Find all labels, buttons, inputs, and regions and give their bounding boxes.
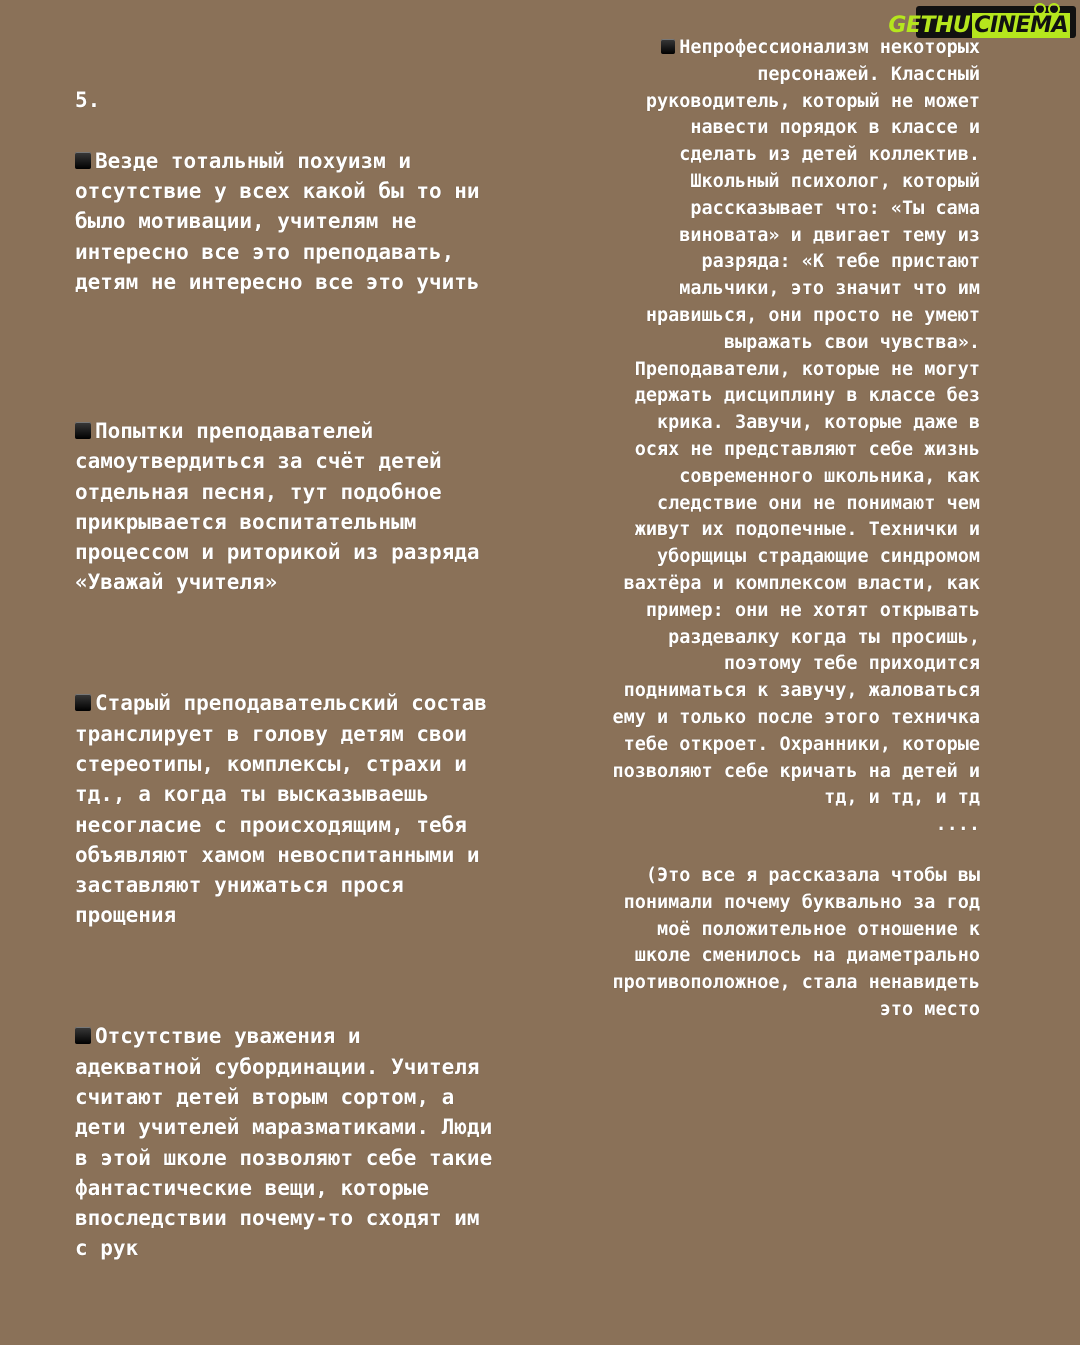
watermark-text-part1: GETHU xyxy=(888,12,971,38)
paragraph-indifference xyxy=(75,146,495,297)
paragraph-old-staff xyxy=(75,688,495,930)
right-text-column xyxy=(610,35,980,1024)
black-square-bullet-icon xyxy=(75,1027,91,1044)
paragraph-no-respect-text: Отсутствие уважения и адекватной субординации. Учителя считают детей вторым сортом, а дети учителей маразматиками. Люди в этой школе позволяют себе такие фантастические вещи, которые впоследствии почему-то сходят им с рук xyxy=(75,1024,493,1261)
black-square-bullet-icon xyxy=(661,39,675,54)
ellipsis: .... xyxy=(935,814,980,836)
paragraph-self-assertion-text: Попытки преподавателей самоутвердиться за счёт детей отдельная песня, тут подобное прикрывается воспитательным процессом и риторикой из разряда «Уважай учителя» xyxy=(75,418,480,595)
black-square-bullet-icon xyxy=(75,694,91,711)
watermark-logo xyxy=(888,6,1076,38)
paragraph-self-assertion xyxy=(75,416,495,598)
black-square-bullet-icon xyxy=(75,422,91,439)
paragraph-unprofessionalism-text: Непрофессионализм некоторых персонажей. Классный руководитель, который не может навести порядок в классе и сделать из детей коллектив. Школьный психолог, который рассказывает что: «Ты сама виновата» и двигает тему из разряда: «К тебе пристают мальчики, это значит что им нравишься, они просто не умеют выражать свои чувства». Преподаватели, которые не могут держать дисциплину в классе без крика. Завучи, которые даже в осях не представляют себе жизнь современного школьника, как следствие они не понимают чем живут их подопечные. Технички и уборщицы страдающие синдромом вахтёра и комплексом власти, как пример: они не хотят открывать раздевалку когда ты просишь, поэтому тебе приходится подниматься к завучу, жаловаться ему и только после этого техничка тебе откроет. Охранники, которые позволяют себе кричать на детей и тд, и тд, и тд xyxy=(612,37,980,809)
watermark-text-part2: CINEMA xyxy=(974,12,1068,38)
watermark-text xyxy=(888,13,1070,38)
black-square-bullet-icon xyxy=(75,152,91,169)
paragraph-unprofessionalism xyxy=(610,35,980,812)
section-number: 5. xyxy=(75,88,101,113)
film-camera-icon xyxy=(1030,2,1070,16)
left-text-column xyxy=(75,55,495,1294)
paragraph-no-respect xyxy=(75,1021,495,1263)
paragraph-old-staff-text: Старый преподавательский состав транслирует в голову детям свои стереотипы, комплексы, страхи и тд., а когда ты высказываешь несогласие с происходящим, тебя объявляют хамом невоспитанными и заставляют унижаться прося прощения xyxy=(75,691,487,928)
paragraph-conclusion: (Это все я рассказала чтобы вы понимали почему буквально за год моё положительное отношение к школе сменилось на диаметрально противоположное, стала ненавидеть это место xyxy=(612,864,980,1020)
paragraph-indifference-text: Везде тотальный похуизм и отсутствие у всех какой бы то ни было мотивации, учителям не интересно все это преподавать, детям не интересно все это учить xyxy=(75,148,480,295)
